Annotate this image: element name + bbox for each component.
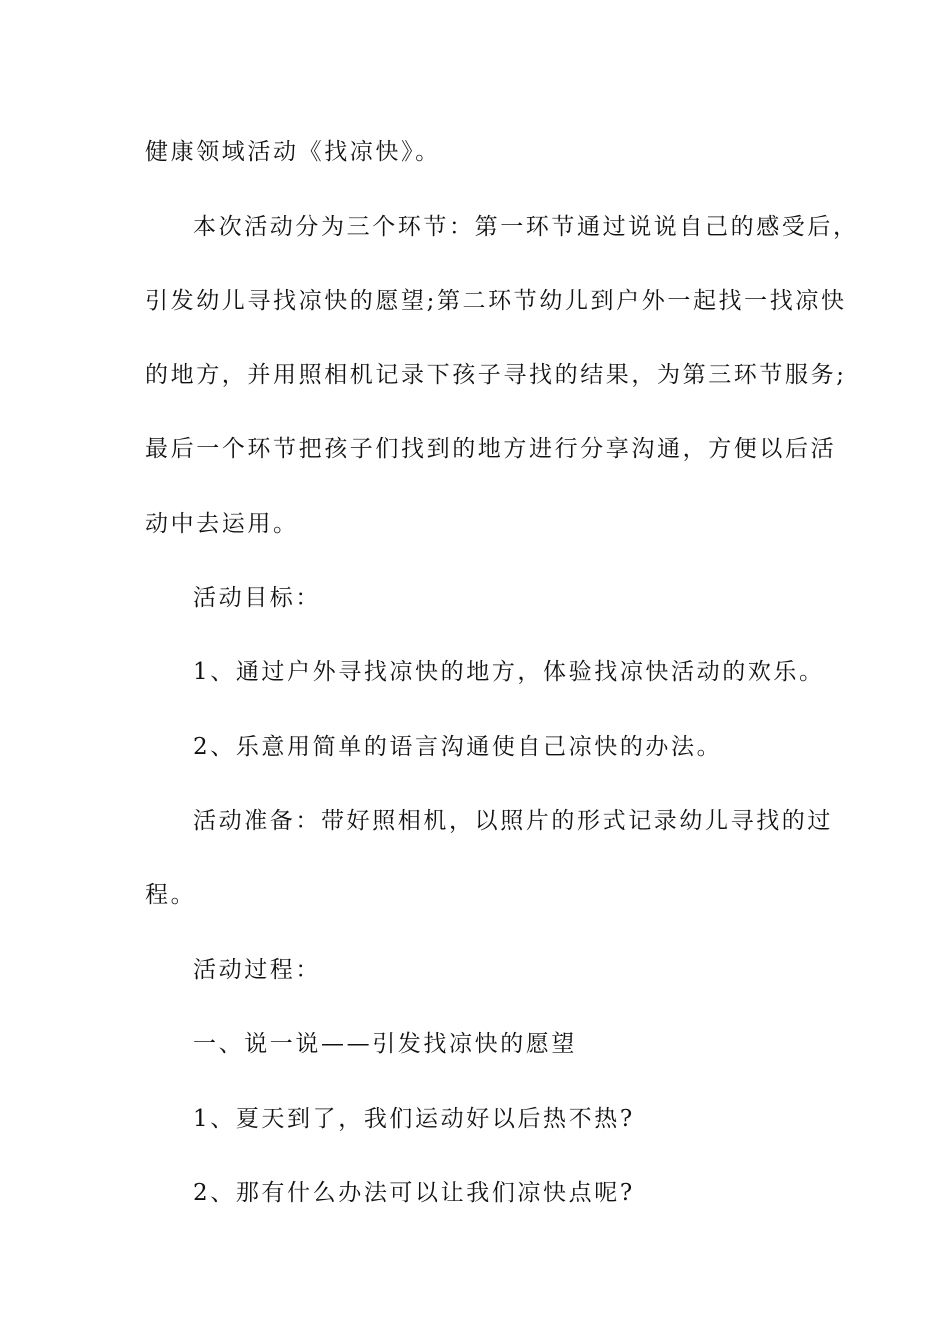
text-line-3: 引发幼儿寻找凉快的愿望;第二环节幼儿到户外一起找一找凉快 [145, 288, 847, 314]
goal-item-1: 1、通过户外寻找凉快的地方，体验找凉快活动的欢乐。 [193, 659, 825, 685]
preparation-line-1: 活动准备：带好照相机，以照片的形式记录幼儿寻找的过 [193, 808, 833, 834]
section-heading-process: 活动过程： [193, 957, 321, 983]
text-line-5: 最后一个环节把孩子们找到的地方进行分享沟通，方便以后活 [145, 436, 837, 462]
process-step-heading: 一、说一说——引发找凉快的愿望 [193, 1031, 577, 1057]
text-line-2: 本次活动分为三个环节：第一环节通过说说自己的感受后， [193, 214, 859, 240]
process-question-2: 2、那有什么办法可以让我们凉快点呢? [193, 1180, 635, 1206]
preparation-line-2: 程。 [145, 882, 197, 908]
goal-item-2: 2、乐意用简单的语言沟通使自己凉快的办法。 [193, 734, 723, 760]
section-heading-goals: 活动目标： [193, 585, 321, 611]
text-line-6: 动中去运用。 [145, 511, 299, 537]
text-line-4: 的地方，并用照相机记录下孩子寻找的结果，为第三环节服务; [145, 362, 847, 388]
process-question-1: 1、夏天到了，我们运动好以后热不热? [193, 1106, 635, 1132]
text-line-1: 健康领域活动《找凉快》。 [145, 139, 441, 165]
